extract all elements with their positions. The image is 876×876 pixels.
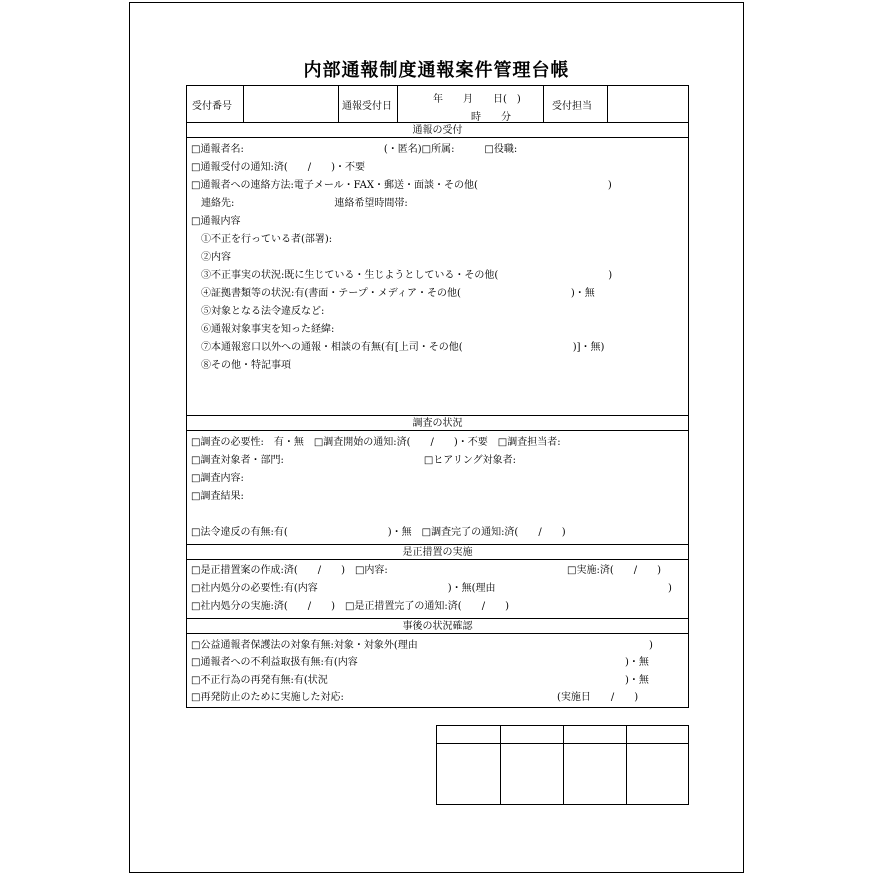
approval-stamp-box — [436, 725, 689, 805]
content-item: ⑧その他・特記事項 — [201, 360, 291, 371]
receipt-number-field[interactable] — [244, 86, 339, 122]
investigation-line: □法令違反の有無:有( )・無 □調査完了の通知:済( / ) — [191, 527, 566, 538]
content-item: ②内容 — [201, 252, 231, 263]
content-item: ④証拠書類等の状況:有(書面・テープ・メディア・その他( )・無 — [201, 288, 595, 299]
time-line: 時 分 — [471, 112, 511, 123]
content-item: ③不正事実の状況:既に生じている・生じようとしている・その他( ) — [201, 270, 613, 281]
ledger-form — [186, 85, 689, 708]
section-heading-correction: 是正措置の実施 — [187, 544, 688, 560]
investigation-line: □調査対象者・部門: □ヒアリング対象者: — [191, 455, 517, 466]
followup-line: □再発防止のために実施した対応: — [191, 692, 344, 703]
followup-right: )・無 — [625, 675, 649, 686]
followup-line: □不正行為の再発有無:有(状況 — [191, 675, 328, 686]
stamp-column-divider — [500, 726, 501, 804]
receipt-number-label: 受付番号 — [187, 86, 244, 122]
section-heading-followup: 事後の状況確認 — [187, 618, 688, 634]
followup-line: □通報者への不利益取扱有無:有(内容 — [191, 657, 358, 668]
content-item: ⑦本通報窓口以外への通報・相談の有無(有[上司・その他( )]・無) — [201, 342, 605, 353]
reception-line: □通報者への連絡方法:電子メール・FAX・郵送・面談・その他( ) — [191, 180, 612, 191]
investigation-line: □調査結果: — [191, 491, 244, 502]
reception-line: □通報内容 — [191, 216, 241, 227]
stamp-column-divider — [626, 726, 627, 804]
content-item: ①不正を行っている者(部署): — [201, 234, 333, 245]
investigation-line: □調査の必要性: 有・無 □調査開始の通知:済( / )・不要 □調査担当者: — [191, 437, 561, 448]
receipt-date-label: 通報受付日 — [339, 86, 398, 122]
page-title: 内部通報制度通報案件管理台帳 — [303, 60, 570, 81]
investigation-line: □調査内容: — [191, 473, 244, 484]
reception-line: 連絡先: 連絡希望時間帯: — [191, 198, 408, 209]
section-heading-investigation: 調査の状況 — [187, 415, 688, 431]
followup-right: )・無 — [625, 657, 649, 668]
reception-line: □通報者名: (・匿名)□所属: □役職: — [191, 144, 518, 155]
followup-right: ) — [649, 640, 653, 651]
content-item: ⑤対象となる法令違反など: — [201, 306, 325, 317]
correction-implemented: □実施:済( / ) — [567, 565, 661, 576]
correction-line: □是正措置案の作成:済( / ) □内容: — [191, 565, 388, 576]
receipt-staff-field[interactable] — [608, 86, 690, 122]
date-line: 年 月 日( ) — [433, 94, 521, 105]
correction-line: □社内処分の実施:済( / ) □是正措置完了の通知:済( / ) — [191, 601, 509, 612]
content-item: ⑥通報対象事実を知った経緯: — [201, 324, 335, 335]
correction-line: □社内処分の必要性:有(内容 )・無(理由 — [191, 583, 496, 594]
stamp-column-divider — [563, 726, 564, 804]
header-row — [187, 86, 688, 123]
section-heading-reception: 通報の受付 — [187, 122, 688, 138]
followup-line: □公益通報者保護法の対象有無:対象・対象外(理由 — [191, 640, 418, 651]
correction-paren: ) — [668, 583, 672, 594]
reception-line: □通報受付の通知:済( / )・不要 — [191, 162, 365, 173]
followup-right: (実施日 / ) — [557, 692, 639, 703]
receipt-date-field[interactable] — [398, 86, 544, 122]
receipt-staff-label: 受付担当 — [544, 86, 608, 122]
